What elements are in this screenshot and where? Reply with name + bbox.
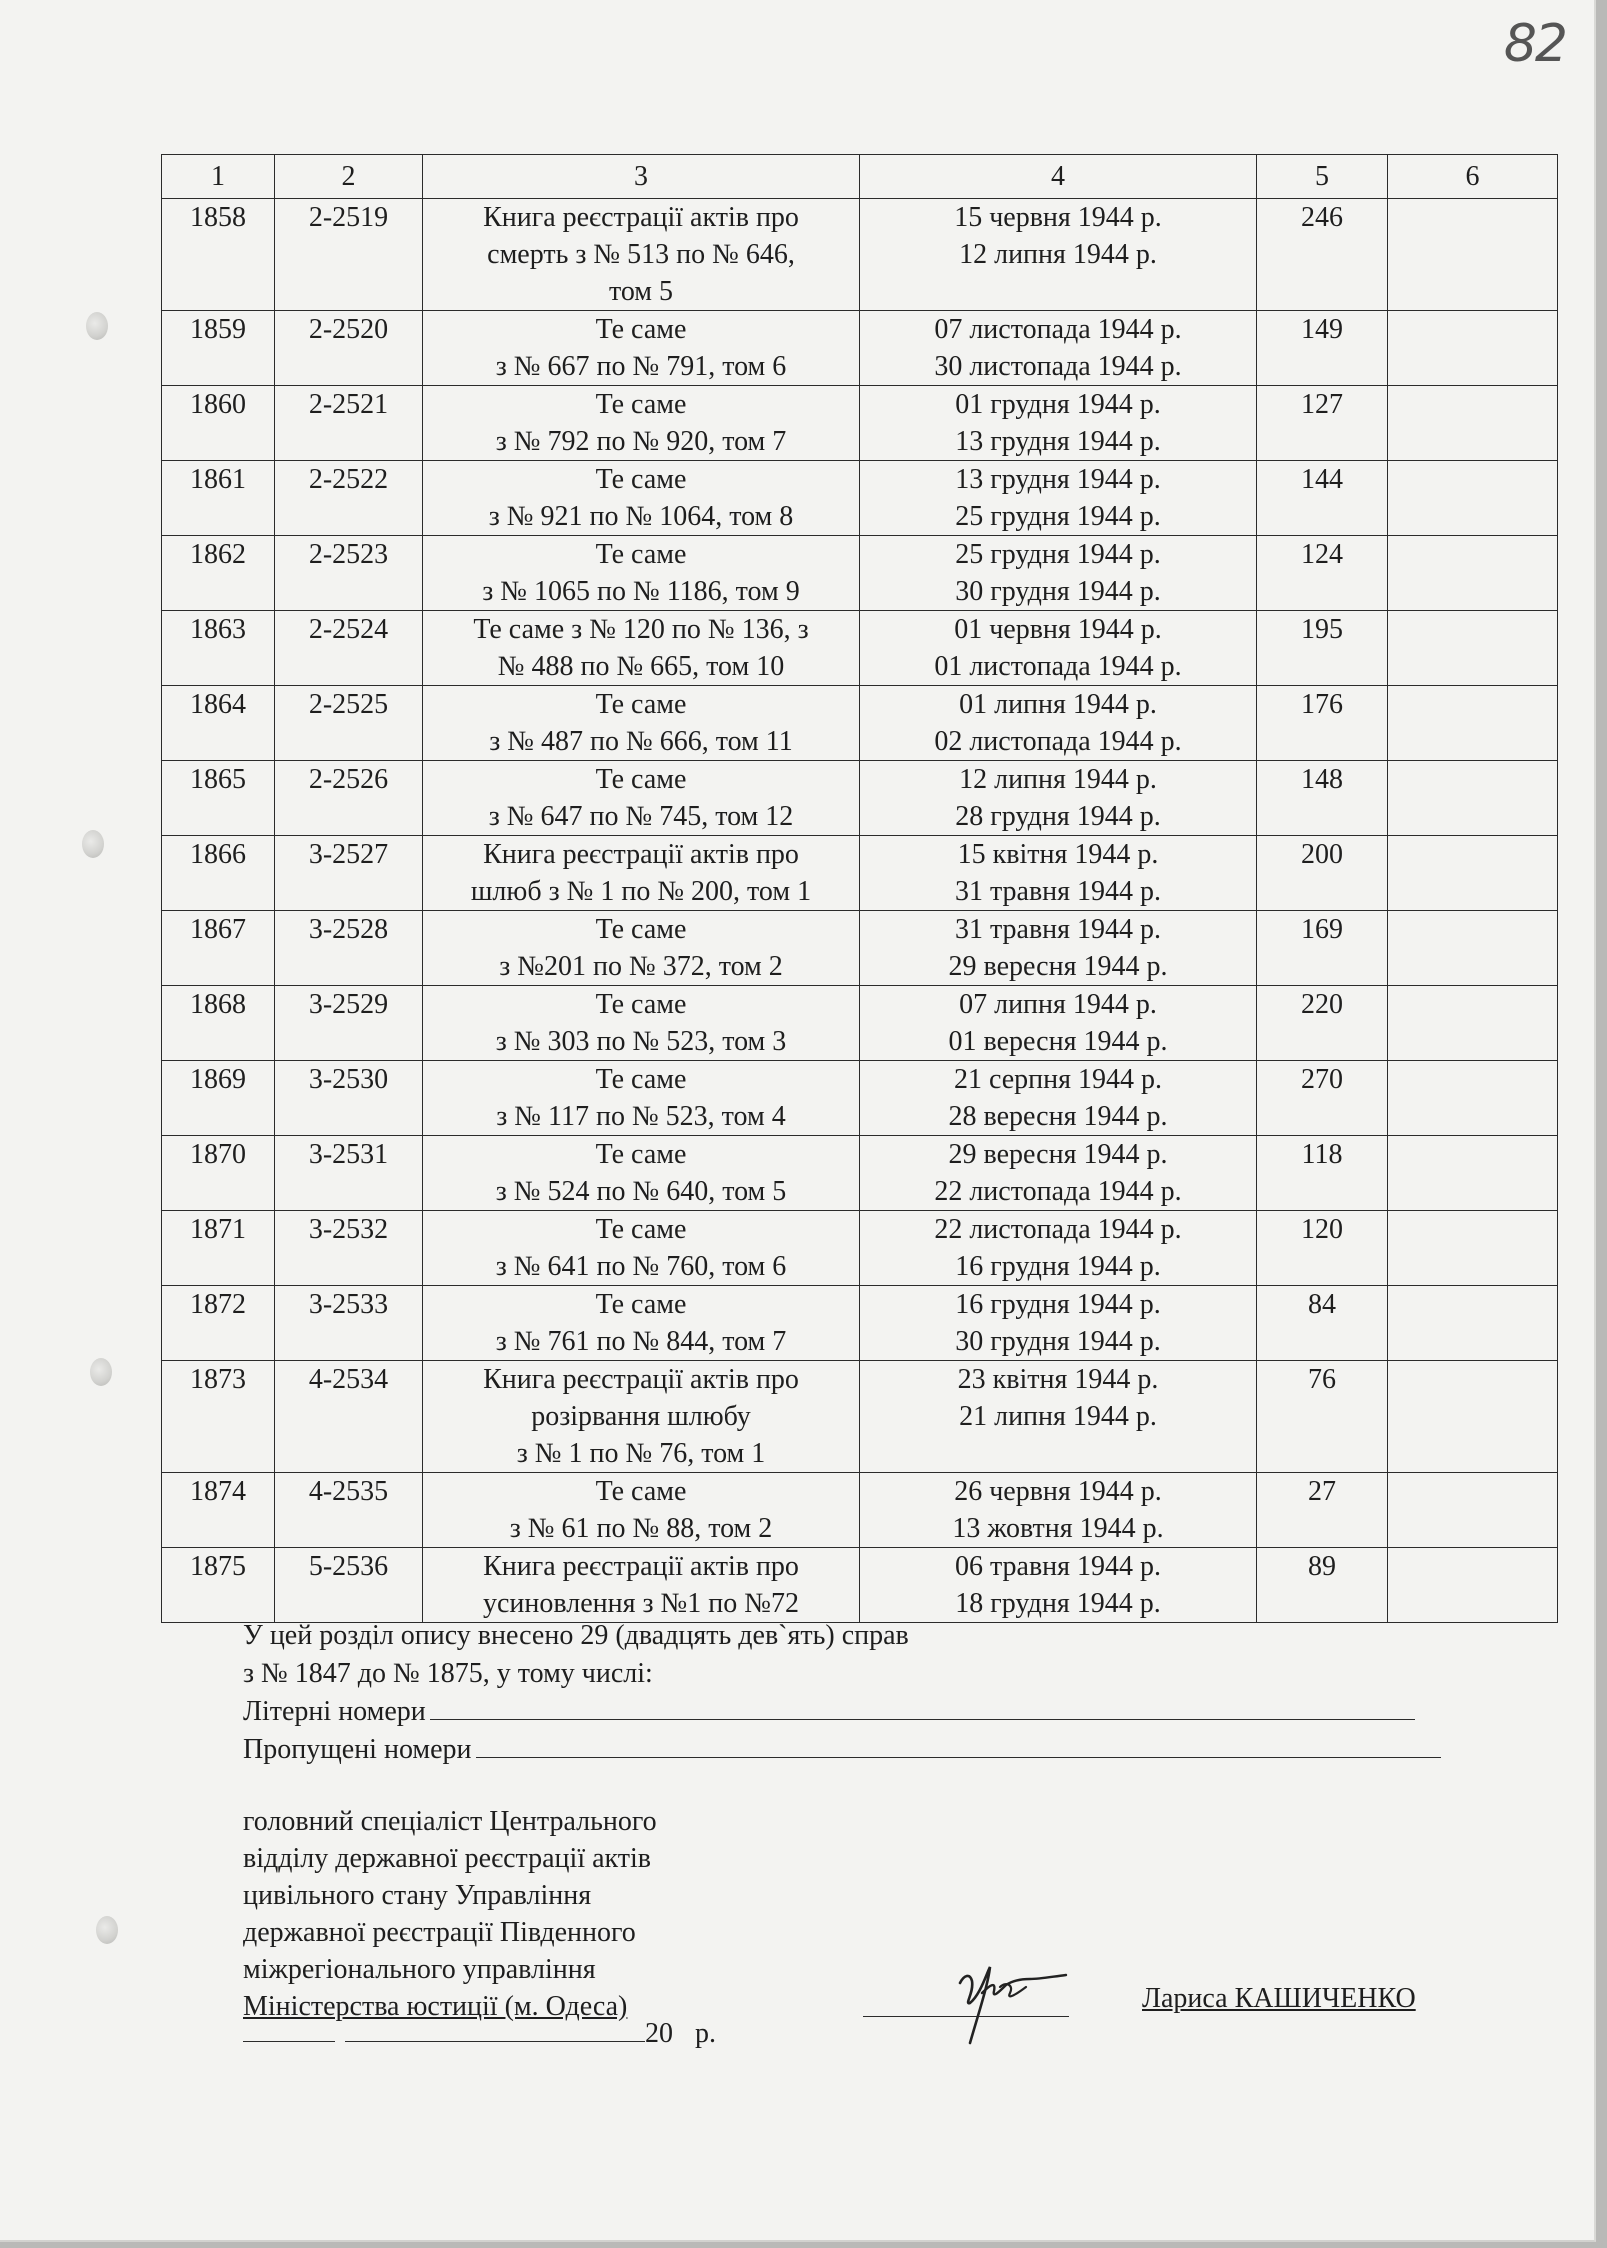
case-number-cell: 1866 — [162, 836, 275, 911]
column-header: 6 — [1388, 155, 1558, 199]
title-line: Книга реєстрації актів про — [483, 1364, 799, 1395]
case-number-cell: 1861 — [162, 461, 275, 536]
year-suffix: р. — [695, 2018, 716, 2049]
pages-cell: 149 — [1257, 311, 1388, 386]
date-line: 31 травня 1944 р. — [954, 876, 1162, 907]
date-line: 13 грудня 1944 р. — [955, 426, 1161, 457]
summary-line: з № 1847 до № 1875, у тому числі: — [243, 1658, 653, 1689]
title-line: Книга реєстрації актів про — [483, 1551, 799, 1582]
date-line: 01 вересня 1944 р. — [948, 1026, 1168, 1057]
dates-cell — [860, 1473, 1257, 1548]
notes-cell — [1388, 461, 1558, 536]
title-line: з №201 по № 372, том 2 — [499, 951, 783, 982]
date-line: 13 грудня 1944 р. — [955, 464, 1161, 495]
date-line: 02 листопада 1944 р. — [934, 726, 1182, 757]
pages-cell: 169 — [1257, 911, 1388, 986]
case-number-cell: 1873 — [162, 1361, 275, 1473]
archive-code-cell: 2-2524 — [275, 611, 423, 686]
inventory-table — [161, 154, 1558, 1623]
case-number-cell: 1868 — [162, 986, 275, 1061]
title-line: Те саме — [595, 1214, 687, 1245]
title-line: Те саме — [595, 914, 687, 945]
notes-cell — [1388, 386, 1558, 461]
archive-code-cell: 3-2530 — [275, 1061, 423, 1136]
case-number-cell: 1869 — [162, 1061, 275, 1136]
title-line: Те саме — [595, 539, 687, 570]
title-line: Те саме — [595, 989, 687, 1020]
title-line: з № 921 по № 1064, том 8 — [488, 501, 794, 532]
title-cell — [423, 1361, 860, 1473]
title-cell — [423, 461, 860, 536]
position-line: головний спеціаліст Центрального — [243, 1806, 657, 1837]
title-line: Те саме — [595, 464, 687, 495]
page-number: 82 — [1503, 14, 1566, 74]
date-line: 06 травня 1944 р. — [954, 1551, 1162, 1582]
dates-cell — [860, 1361, 1257, 1473]
case-number-cell: 1862 — [162, 536, 275, 611]
letter-numbers-blank — [430, 1718, 1415, 1720]
pages-cell: 127 — [1257, 386, 1388, 461]
table-row — [162, 1211, 1558, 1286]
dates-cell — [860, 461, 1257, 536]
table-row — [162, 911, 1558, 986]
date-line: 25 грудня 1944 р. — [955, 501, 1161, 532]
date-line: 07 липня 1944 р. — [959, 989, 1157, 1020]
date-line: 30 грудня 1944 р. — [955, 1326, 1161, 1357]
notes-cell — [1388, 611, 1558, 686]
pages-cell: 89 — [1257, 1548, 1388, 1623]
title-line: з № 1065 по № 1186, том 9 — [482, 576, 800, 607]
dates-cell — [860, 1211, 1257, 1286]
dates-cell — [860, 1286, 1257, 1361]
notes-cell — [1388, 1361, 1558, 1473]
dates-cell — [860, 1548, 1257, 1623]
case-number-cell: 1863 — [162, 611, 275, 686]
archive-code-cell: 2-2521 — [275, 386, 423, 461]
notes-cell — [1388, 199, 1558, 311]
title-cell — [423, 761, 860, 836]
date-line: 22 листопада 1944 р. — [934, 1176, 1182, 1207]
title-line: том 5 — [608, 276, 674, 307]
title-line: шлюб з № 1 по № 200, том 1 — [470, 876, 812, 907]
table-row — [162, 1473, 1558, 1548]
notes-cell — [1388, 1136, 1558, 1211]
date-line — [243, 2018, 716, 2050]
date-line: 30 грудня 1944 р. — [955, 576, 1161, 607]
case-number-cell: 1874 — [162, 1473, 275, 1548]
archive-code-cell: 2-2525 — [275, 686, 423, 761]
case-number-cell: 1859 — [162, 311, 275, 386]
date-line: 28 грудня 1944 р. — [955, 801, 1161, 832]
title-cell — [423, 911, 860, 986]
table-row — [162, 686, 1558, 761]
dates-cell — [860, 311, 1257, 386]
table-row — [162, 536, 1558, 611]
case-number-cell: 1872 — [162, 1286, 275, 1361]
title-line: з № 117 по № 523, том 4 — [496, 1101, 786, 1132]
title-cell — [423, 686, 860, 761]
missing-numbers-label: Пропущені номери — [243, 1734, 472, 1765]
summary-block — [243, 1617, 1441, 1769]
title-cell — [423, 836, 860, 911]
year-prefix: 20 — [645, 2018, 673, 2049]
title-line: Те саме — [595, 1064, 687, 1095]
table-row — [162, 1136, 1558, 1211]
title-line: з № 792 по № 920, том 7 — [495, 426, 787, 457]
punch-hole — [96, 1916, 118, 1944]
archive-code-cell: 3-2532 — [275, 1211, 423, 1286]
handwritten-signature — [930, 1945, 1070, 2045]
title-cell — [423, 1286, 860, 1361]
title-cell — [423, 199, 860, 311]
date-line: 29 вересня 1944 р. — [948, 951, 1168, 982]
archive-code-cell: 3-2528 — [275, 911, 423, 986]
table-row — [162, 461, 1558, 536]
archive-code-cell: 2-2519 — [275, 199, 423, 311]
case-number-cell: 1875 — [162, 1548, 275, 1623]
date-line: 12 липня 1944 р. — [959, 764, 1157, 795]
notes-cell — [1388, 1286, 1558, 1361]
case-number-cell: 1871 — [162, 1211, 275, 1286]
title-cell — [423, 386, 860, 461]
letter-numbers-row — [243, 1693, 1441, 1731]
date-line: 01 листопада 1944 р. — [934, 651, 1182, 682]
date-line: 13 жовтня 1944 р. — [952, 1513, 1164, 1544]
letter-numbers-label: Літерні номери — [243, 1696, 426, 1727]
missing-numbers-row — [243, 1731, 1441, 1769]
pages-cell: 27 — [1257, 1473, 1388, 1548]
archive-code-cell: 2-2526 — [275, 761, 423, 836]
pages-cell: 118 — [1257, 1136, 1388, 1211]
title-line: з № 641 по № 760, том 6 — [495, 1251, 787, 1282]
date-line: 28 вересня 1944 р. — [948, 1101, 1168, 1132]
title-line: з № 761 по № 844, том 7 — [495, 1326, 787, 1357]
column-header: 3 — [423, 155, 860, 199]
signer-name: Лариса КАШИЧЕНКО — [1142, 1983, 1416, 2014]
position-line: міжрегіонального управління — [243, 1954, 596, 1985]
title-line: з № 61 по № 88, том 2 — [509, 1513, 773, 1544]
missing-numbers-blank — [476, 1756, 1441, 1758]
notes-cell — [1388, 311, 1558, 386]
notes-cell — [1388, 686, 1558, 761]
date-line: 22 листопада 1944 р. — [934, 1214, 1182, 1245]
position-block — [243, 1803, 657, 2025]
title-line: Книга реєстрації актів про — [483, 839, 799, 870]
table-row — [162, 611, 1558, 686]
table-header-row — [162, 155, 1558, 199]
archive-code-cell: 5-2536 — [275, 1548, 423, 1623]
pages-cell: 124 — [1257, 536, 1388, 611]
date-line: 07 листопада 1944 р. — [934, 314, 1182, 345]
archive-code-cell: 3-2533 — [275, 1286, 423, 1361]
pages-cell: 200 — [1257, 836, 1388, 911]
table-row — [162, 1361, 1558, 1473]
title-line: з № 487 по № 666, том 11 — [489, 726, 793, 757]
column-header: 1 — [162, 155, 275, 199]
title-cell — [423, 1061, 860, 1136]
title-line: Те саме — [595, 389, 687, 420]
pages-cell: 195 — [1257, 611, 1388, 686]
pages-cell: 220 — [1257, 986, 1388, 1061]
date-line: 18 грудня 1944 р. — [955, 1588, 1161, 1619]
table-row — [162, 761, 1558, 836]
title-line: Те саме — [595, 314, 687, 345]
date-line: 30 листопада 1944 р. — [934, 351, 1182, 382]
dates-cell — [860, 911, 1257, 986]
title-line: смерть з № 513 по № 646, — [487, 239, 795, 270]
title-cell — [423, 1136, 860, 1211]
notes-cell — [1388, 836, 1558, 911]
table-row — [162, 1286, 1558, 1361]
dates-cell — [860, 1136, 1257, 1211]
case-number-cell: 1865 — [162, 761, 275, 836]
dates-cell — [860, 1061, 1257, 1136]
position-line-ministry: Міністерства юстиції (м. Одеса) — [243, 1991, 628, 2022]
archive-code-cell: 3-2527 — [275, 836, 423, 911]
date-line: 01 червня 1944 р. — [954, 614, 1162, 645]
date-line: 15 червня 1944 р. — [954, 202, 1162, 233]
date-line: 16 грудня 1944 р. — [955, 1289, 1161, 1320]
punch-hole — [82, 830, 104, 858]
punch-hole — [86, 312, 108, 340]
title-cell — [423, 1473, 860, 1548]
title-cell — [423, 536, 860, 611]
pages-cell: 176 — [1257, 686, 1388, 761]
title-line: Те саме — [595, 764, 687, 795]
dates-cell — [860, 536, 1257, 611]
case-number-cell: 1864 — [162, 686, 275, 761]
day-blank — [243, 2040, 335, 2042]
archive-code-cell: 2-2522 — [275, 461, 423, 536]
position-line: відділу державної реєстрації актів — [243, 1843, 651, 1874]
title-line: Те саме — [595, 1139, 687, 1170]
date-line: 31 травня 1944 р. — [954, 914, 1162, 945]
dates-cell — [860, 386, 1257, 461]
case-number-cell: 1870 — [162, 1136, 275, 1211]
notes-cell — [1388, 1548, 1558, 1623]
notes-cell — [1388, 986, 1558, 1061]
position-line: цивільного стану Управління — [243, 1880, 592, 1911]
dates-cell — [860, 611, 1257, 686]
notes-cell — [1388, 1061, 1558, 1136]
table-row — [162, 836, 1558, 911]
title-cell — [423, 986, 860, 1061]
title-line: Те саме — [595, 689, 687, 720]
title-line: розірвання шлюбу — [531, 1401, 751, 1432]
table-row — [162, 986, 1558, 1061]
title-cell — [423, 311, 860, 386]
title-line: № 488 по № 665, том 10 — [497, 651, 785, 682]
date-line: 29 вересня 1944 р. — [948, 1139, 1168, 1170]
title-line: з № 647 по № 745, том 12 — [488, 801, 794, 832]
pages-cell: 144 — [1257, 461, 1388, 536]
column-header: 4 — [860, 155, 1257, 199]
dates-cell — [860, 836, 1257, 911]
date-line: 15 квітня 1944 р. — [957, 839, 1159, 870]
archive-code-cell: 3-2531 — [275, 1136, 423, 1211]
date-line: 21 липня 1944 р. — [959, 1401, 1157, 1432]
title-line: Книга реєстрації актів про — [483, 202, 799, 233]
punch-hole — [90, 1358, 112, 1386]
table-row — [162, 311, 1558, 386]
title-line: усиновлення з №1 по №72 — [483, 1588, 799, 1619]
title-line: з № 303 по № 523, том 3 — [495, 1026, 787, 1057]
table-row — [162, 199, 1558, 311]
date-line: 16 грудня 1944 р. — [955, 1251, 1161, 1282]
dates-cell — [860, 199, 1257, 311]
dates-cell — [860, 986, 1257, 1061]
notes-cell — [1388, 536, 1558, 611]
archive-code-cell: 2-2520 — [275, 311, 423, 386]
summary-line: У цей розділ опису внесено 29 (двадцять дев`ять) справ — [243, 1620, 909, 1651]
archive-code-cell: 4-2535 — [275, 1473, 423, 1548]
column-header: 2 — [275, 155, 423, 199]
notes-cell — [1388, 761, 1558, 836]
title-cell — [423, 1548, 860, 1623]
title-line: з № 524 по № 640, том 5 — [495, 1176, 787, 1207]
archive-code-cell: 2-2523 — [275, 536, 423, 611]
date-line: 12 липня 1944 р. — [959, 239, 1157, 270]
title-line: Те саме — [595, 1476, 687, 1507]
title-line: з № 1 по № 76, том 1 — [516, 1438, 766, 1469]
dates-cell — [860, 761, 1257, 836]
notes-cell — [1388, 1473, 1558, 1548]
pages-cell: 76 — [1257, 1361, 1388, 1473]
title-cell — [423, 611, 860, 686]
pages-cell: 120 — [1257, 1211, 1388, 1286]
case-number-cell: 1860 — [162, 386, 275, 461]
pages-cell: 246 — [1257, 199, 1388, 311]
month-blank — [345, 2040, 645, 2042]
table-row — [162, 1061, 1558, 1136]
date-line: 21 серпня 1944 р. — [953, 1064, 1163, 1095]
notes-cell — [1388, 911, 1558, 986]
date-line: 26 червня 1944 р. — [954, 1476, 1162, 1507]
table-row — [162, 1548, 1558, 1623]
column-header: 5 — [1257, 155, 1388, 199]
date-line: 25 грудня 1944 р. — [955, 539, 1161, 570]
table-row — [162, 386, 1558, 461]
pages-cell: 270 — [1257, 1061, 1388, 1136]
pages-cell: 84 — [1257, 1286, 1388, 1361]
title-line: з № 667 по № 791, том 6 — [495, 351, 787, 382]
table-body — [162, 199, 1558, 1623]
dates-cell — [860, 686, 1257, 761]
date-line: 23 квітня 1944 р. — [957, 1364, 1159, 1395]
date-line: 01 грудня 1944 р. — [955, 389, 1161, 420]
archive-code-cell: 4-2534 — [275, 1361, 423, 1473]
case-number-cell: 1858 — [162, 199, 275, 311]
title-line: Те саме з № 120 по № 136, з — [473, 614, 809, 645]
position-line: державної реєстрації Південного — [243, 1917, 636, 1948]
title-cell — [423, 1211, 860, 1286]
case-number-cell: 1867 — [162, 911, 275, 986]
date-line: 01 липня 1944 р. — [959, 689, 1157, 720]
title-line: Те саме — [595, 1289, 687, 1320]
notes-cell — [1388, 1211, 1558, 1286]
archive-code-cell: 3-2529 — [275, 986, 423, 1061]
pages-cell: 148 — [1257, 761, 1388, 836]
